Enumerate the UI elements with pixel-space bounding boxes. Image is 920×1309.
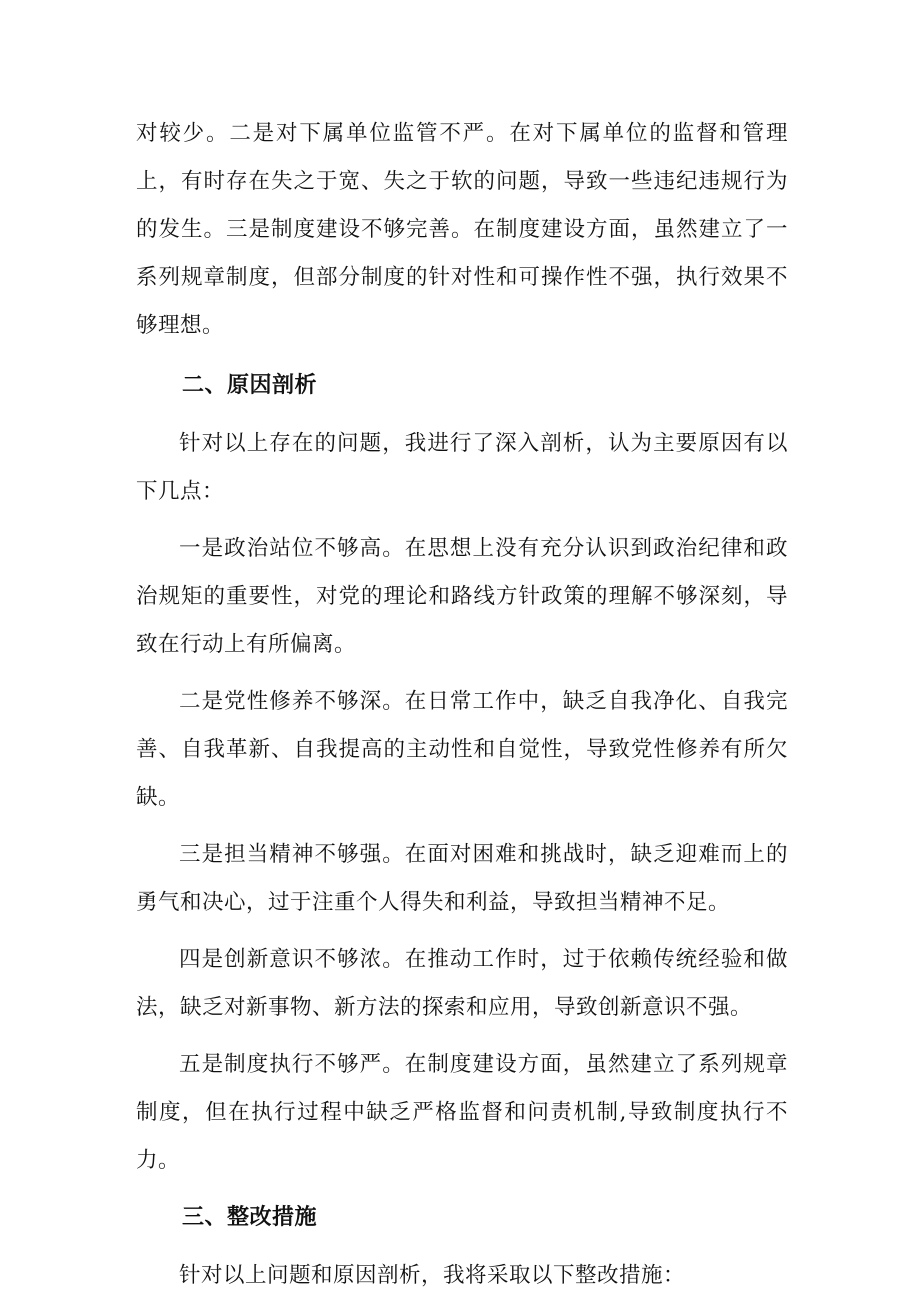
paragraph-problems-continued: 对较少。二是对下属单位监管不严。在对下属单位的监督和管理上，有时存在失之于宽、失之于软的问题，导致一些违纪违规行为的发生。三是制度建设不够完善。在制度建设方面，虽然建立了一系列规章制度，但部分制度的针对性和可操作性不强，执行效果不够理想。: [136, 121, 788, 338]
section-heading-cause-analysis: 二、原因剖析: [182, 373, 318, 398]
paragraph-cause-2: 二是党性修养不够深。在日常工作中，缺乏自我净化、自我完善、自我革新、自我提高的主动性和自觉性，导致党性修养有所欠缺。: [136, 689, 788, 810]
document-page: [136, 110, 788, 1309]
section-heading-rectification: 三、整改措施: [182, 1205, 318, 1230]
paragraph-analysis-intro: 针对以上存在的问题，我进行了深入剖析，认为主要原因有以下几点：: [136, 431, 788, 504]
paragraph-cause-3: 三是担当精神不够强。在面对困难和挑战时，缺乏迎难而上的勇气和决心，过于注重个人得失和利益，导致担当精神不足。: [136, 842, 788, 915]
paragraph-cause-5: 五是制度执行不够严。在制度建设方面，虽然建立了系列规章制度，但在执行过程中缺乏严格监督和问责机制,导致制度执行不力。: [136, 1052, 788, 1173]
paragraph-cause-4: 四是创新意识不够浓。在推动工作时，过于依赖传统经验和做法，缺乏对新事物、新方法的探索和应用，导致创新意识不强。: [136, 947, 788, 1020]
paragraph-rectification-intro: 针对以上问题和原因剖析，我将采取以下整改措施：: [179, 1263, 686, 1288]
paragraph-cause-1: 一是政治站位不够高。在思想上没有充分认识到政治纪律和政治规矩的重要性，对党的理论和路线方针政策的理解不够深刻，导致在行动上有所偏离。: [136, 536, 788, 657]
